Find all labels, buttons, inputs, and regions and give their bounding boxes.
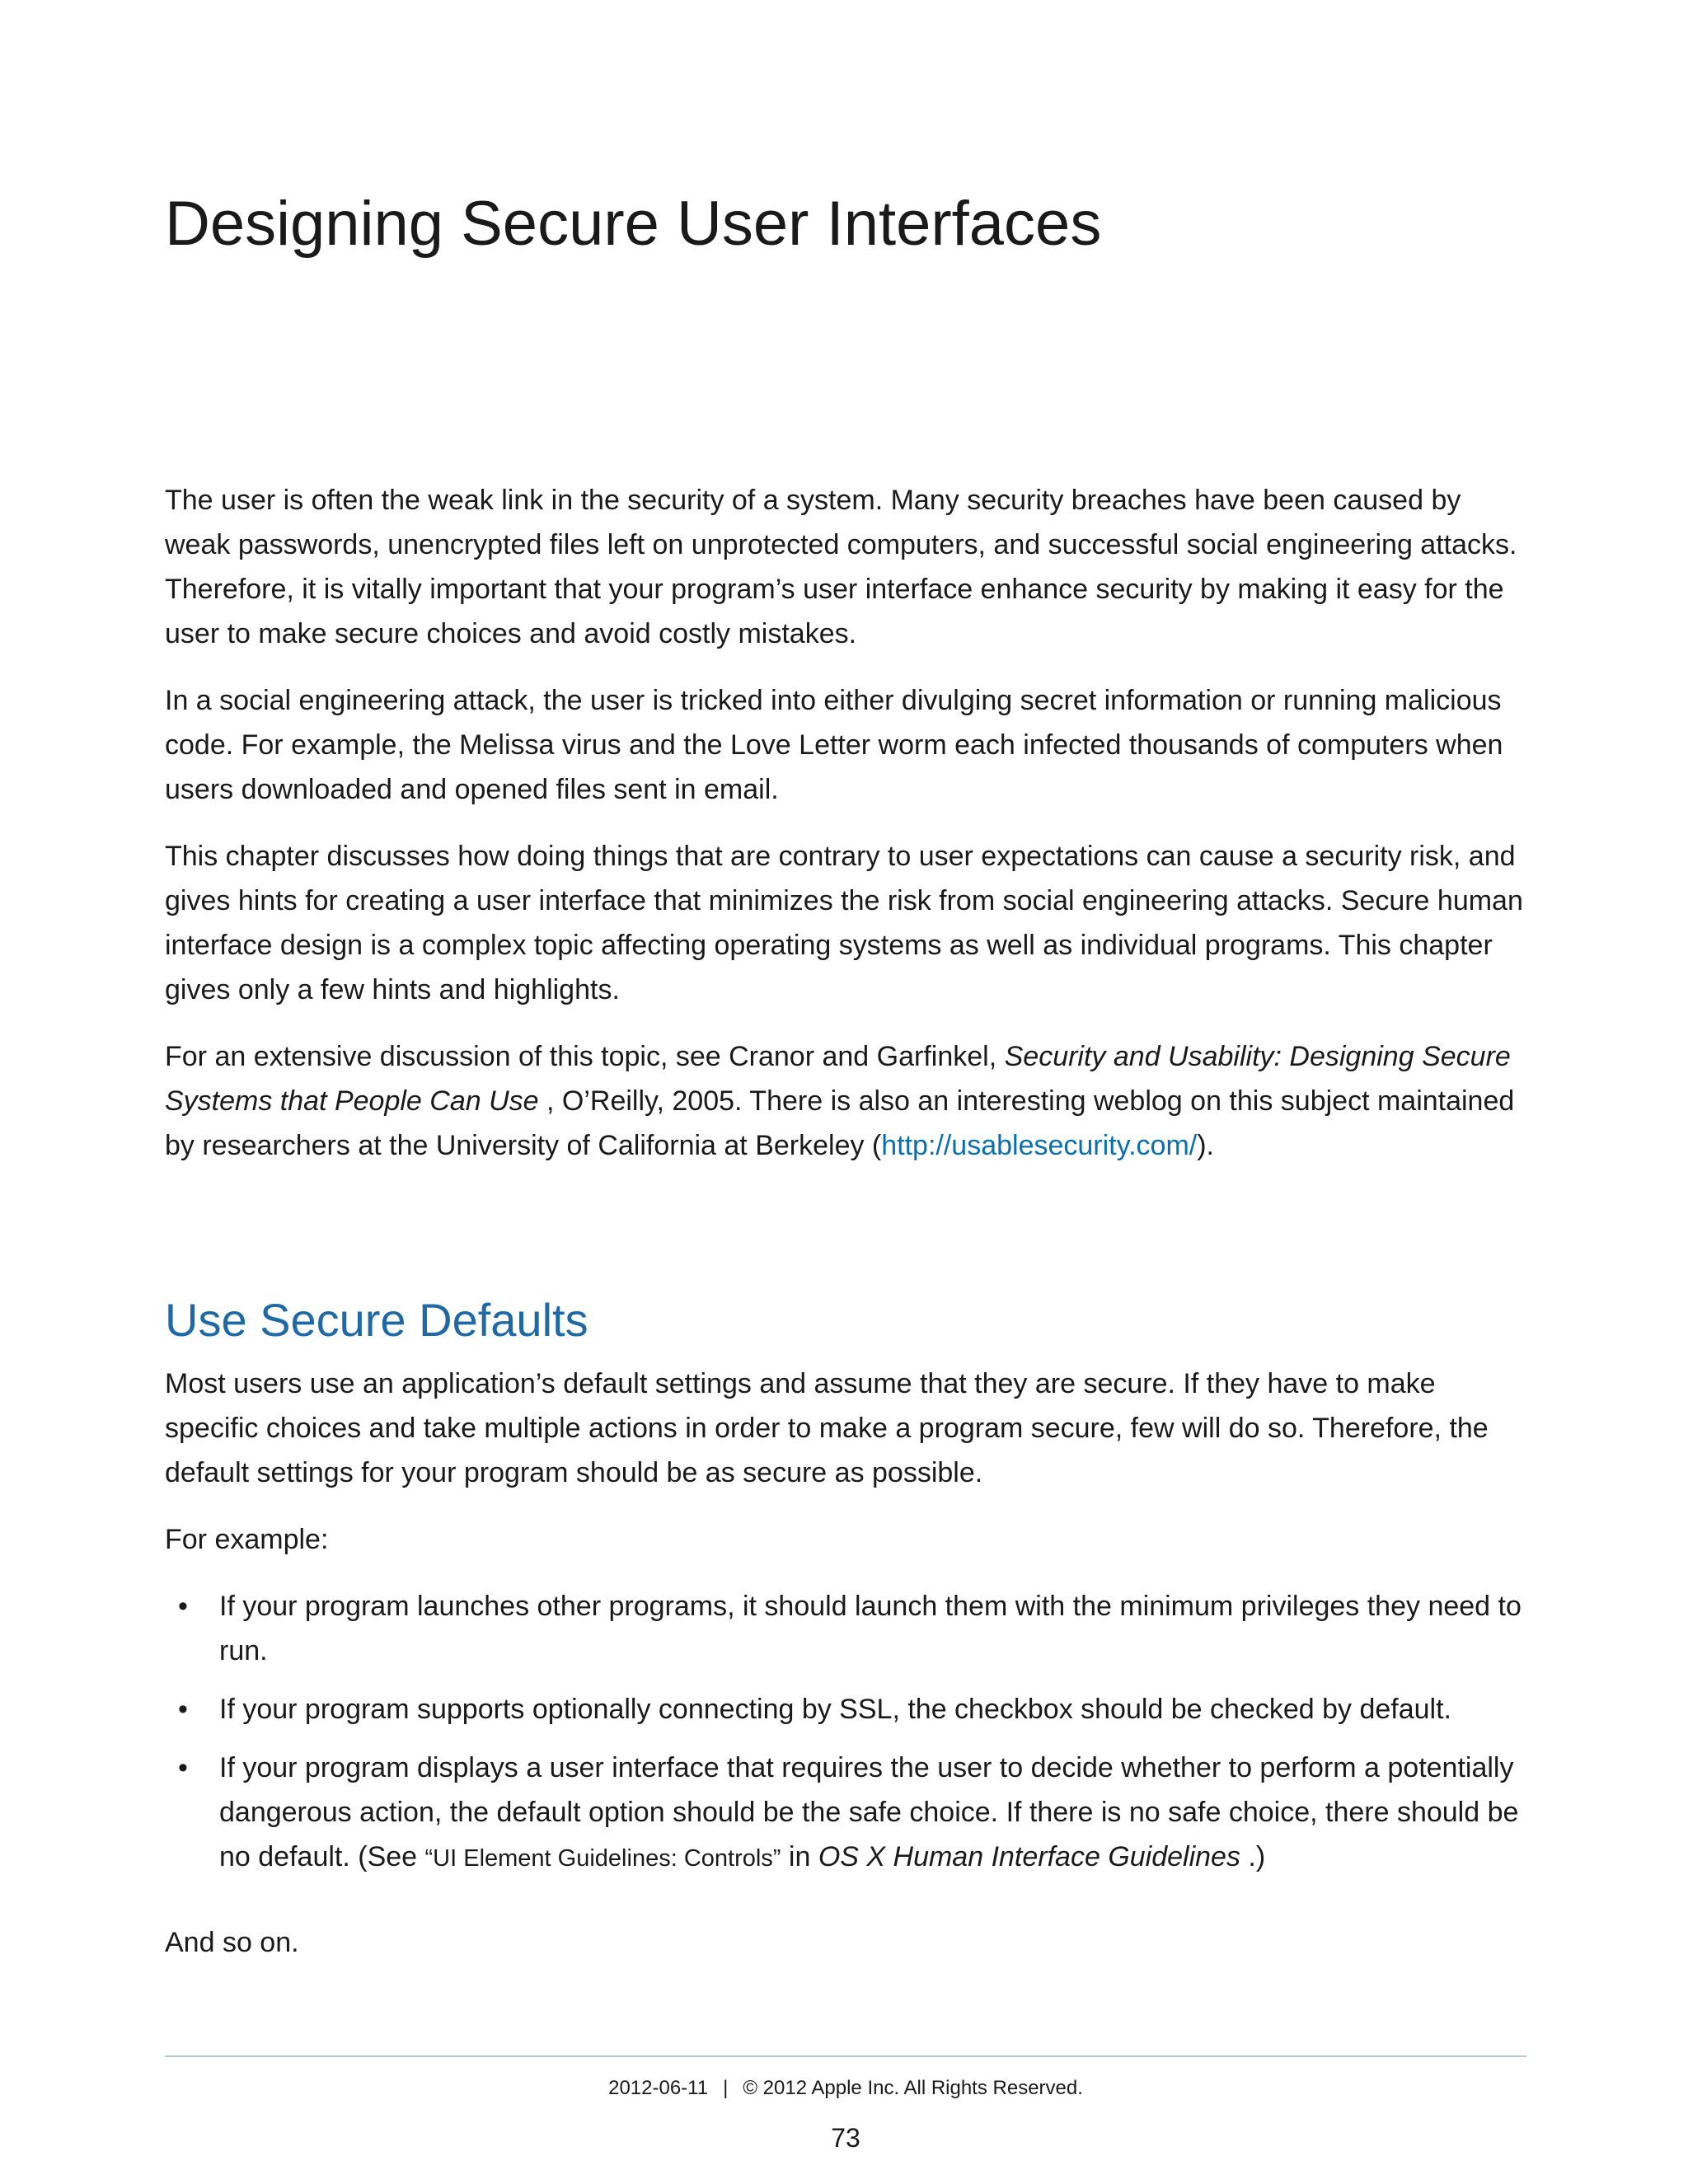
footer bbox=[165, 2077, 1526, 2100]
closing-paragraph: And so on. bbox=[165, 1927, 299, 1958]
intro-section bbox=[165, 478, 1526, 1190]
list-item bbox=[165, 1584, 1526, 1673]
book-title-os-x-hig: OS X Human Interface Guidelines bbox=[818, 1841, 1240, 1872]
ui-element-guidelines-reference[interactable]: “UI Element Guidelines: Controls” bbox=[424, 1845, 781, 1872]
intro-paragraph-2: In a social engineering attack, the user is tricked into either divulging secret information or running malicious code. For example, the Melissa virus and the Love Letter worm each infected thousands of computers when users downloaded and opened files sent in email. bbox=[165, 685, 1503, 805]
usablesecurity-link[interactable]: http://usablesecurity.com/ bbox=[881, 1130, 1198, 1161]
intro-paragraph-4 bbox=[165, 1034, 1526, 1168]
bullet-icon: • bbox=[178, 1752, 188, 1783]
list-item bbox=[165, 1687, 1526, 1732]
footer-copyright: © 2012 Apple Inc. All Rights Reserved. bbox=[743, 2077, 1083, 2099]
list-item bbox=[165, 1746, 1526, 1881]
book-title-security-usability: Security and Usability: Designing Secure Systems that People Can Use bbox=[165, 1041, 1511, 1117]
bullet-icon: • bbox=[178, 1591, 188, 1622]
list-item-text-end: .) bbox=[1240, 1841, 1266, 1872]
p4-text-after-title: , O’Reilly, 2005. There is also an interesting weblog on this subject maintained by researchers at the University of California at Berkeley ( bbox=[165, 1085, 1515, 1161]
secure-defaults-section bbox=[165, 1287, 1526, 1987]
section-paragraph-2: For example: bbox=[165, 1524, 329, 1555]
intro-paragraph-3: This chapter discusses how doing things that are contrary to user expectations can cause a security risk, and gives hints for creating a user interface that minimizes the risk from social engineering attacks. Secure human interface design is a complex topic affecting operating systems as well as individual programs. This chapter gives only a few hints and highlights. bbox=[165, 841, 1523, 1005]
chapter-title: Designing Secure User Interfaces bbox=[165, 189, 1102, 259]
p4-text-before: For an extensive discussion of this topic, see Cranor and Garfinkel, bbox=[165, 1041, 1005, 1072]
list-item-text: If your program launches other programs, it should launch them with the minimum privileges they need to run. bbox=[219, 1591, 1522, 1666]
footer-date: 2012-06-11 bbox=[608, 2077, 709, 2099]
defaults-bullet-list bbox=[165, 1584, 1526, 1881]
page-number: 73 bbox=[831, 2123, 860, 2153]
footer-separator: | bbox=[723, 2077, 729, 2099]
footer-divider bbox=[165, 2055, 1526, 2057]
list-item-text: If your program supports optionally connecting by SSL, the checkbox should be checked by default. bbox=[219, 1694, 1452, 1725]
list-item-text: If your program displays a user interface that requires the user to decide whether to perform a potentially dangerous action, the default option should be the safe choice. If there is no safe choice, there should be no default. (See bbox=[219, 1752, 1519, 1872]
p4-text-end: ). bbox=[1197, 1130, 1215, 1161]
bullet-icon: • bbox=[178, 1694, 188, 1725]
section-heading: Use Secure Defaults bbox=[165, 1294, 588, 1346]
section-paragraph-1: Most users use an application’s default settings and assume that they are secure. If they have to make specific choices and take multiple actions in order to make a program secure, few will do so. Therefore, the default settings for your program should be as secure as possible. bbox=[165, 1368, 1489, 1488]
list-item-text-mid: in bbox=[781, 1841, 818, 1872]
intro-paragraph-1: The user is often the weak link in the security of a system. Many security breaches have been caused by weak passwords, unencrypted files left on unprotected computers, and successful social engineering attacks. Therefore, it is vitally important that your program’s user interface enhance security by making it easy for the user to make secure choices and avoid costly mistakes. bbox=[165, 485, 1517, 649]
